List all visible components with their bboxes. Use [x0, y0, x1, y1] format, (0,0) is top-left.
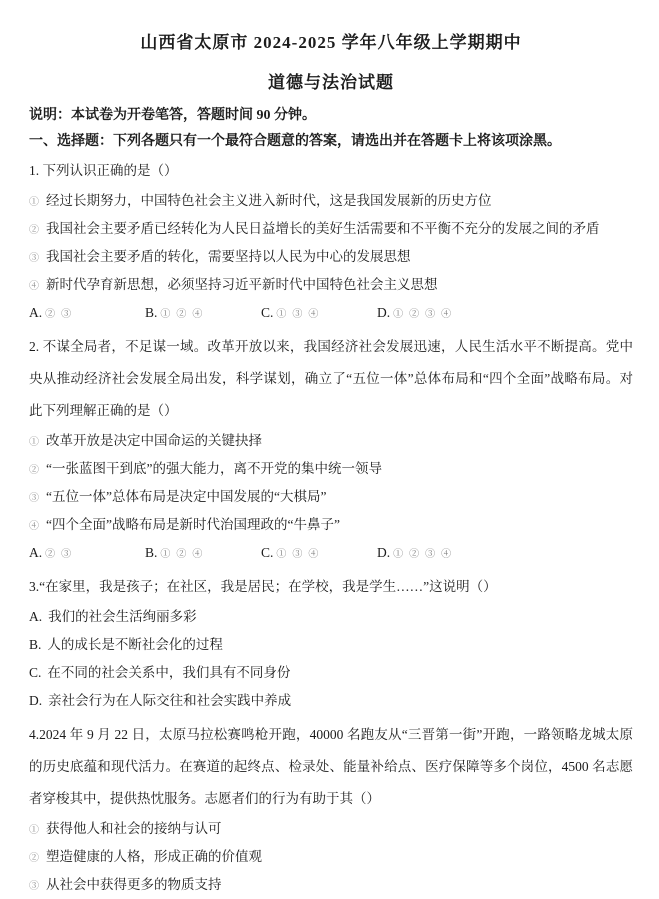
choice-numbers: ②③ — [45, 309, 78, 320]
question-1-stem: 1. 下列认识正确的是（） — [29, 163, 178, 178]
question-4-stem: 4.2024 年 9 月 22 日，太原马拉松赛鸣枪开跑，40000 名跑友从“三晋第一街”开跑，一路领略龙城太原的历史底蕴和现代活力。在赛道的起终点、检录处、能量补给点、医疗保障等多个岗位，4500 名志愿者穿梭其中，提供热忱服务。志愿者们的行为有助于其（） — [29, 727, 633, 806]
circled-number-icon: ① — [29, 825, 39, 836]
option-text: 人的成长是不断社会化的过程 — [47, 637, 223, 652]
choice-numbers: ①②④ — [160, 549, 209, 560]
question-4 — [29, 719, 633, 899]
option-label: A. — [29, 609, 43, 624]
question-1 — [29, 155, 633, 327]
choice-C — [261, 539, 377, 567]
choice-label: D. — [377, 545, 391, 560]
choice-label: D. — [377, 305, 391, 320]
statement-text: 获得他人和社会的接纳与认可 — [46, 821, 222, 836]
choice-label: C. — [261, 305, 274, 320]
question-2-statement-4 — [29, 511, 633, 539]
statement-text: “一张蓝图干到底”的强大能力，离不开党的集中统一领导 — [46, 461, 382, 476]
option-label: C. — [29, 665, 42, 680]
choice-numbers: ①②③④ — [393, 549, 458, 560]
option-text: 我们的社会生活绚丽多彩 — [48, 609, 197, 624]
section-heading: 一、选择题：下列各题只有一个最符合题意的答案，请选出并在答题卡上将该项涂黑。 — [29, 134, 561, 149]
choice-label: B. — [145, 305, 158, 320]
exam-instructions: 说明：本试卷为开卷笔答，答题时间 90 分钟。 — [29, 108, 316, 123]
circled-number-icon: ③ — [29, 881, 39, 892]
question-1-statement-1 — [29, 187, 633, 215]
circled-number-icon: ③ — [29, 253, 39, 264]
circled-number-icon: ③ — [29, 493, 39, 504]
option-label: D. — [29, 693, 43, 708]
circled-number-icon: ② — [29, 465, 39, 476]
choice-D — [377, 299, 493, 327]
choice-B — [145, 539, 261, 567]
choice-numbers: ①③④ — [276, 549, 325, 560]
circled-number-icon: ② — [29, 225, 39, 236]
question-4-statement-1 — [29, 815, 633, 843]
question-1-statement-3 — [29, 243, 633, 271]
choice-label: C. — [261, 545, 274, 560]
option-text: 亲社会行为在人际交往和社会实践中养成 — [48, 693, 292, 708]
question-2-statement-2 — [29, 455, 633, 483]
choice-A — [29, 299, 145, 327]
circled-number-icon: ④ — [29, 281, 39, 292]
choice-label: A. — [29, 305, 43, 320]
statement-text: 改革开放是决定中国命运的关键抉择 — [46, 433, 262, 448]
circled-number-icon: ④ — [29, 521, 39, 532]
choice-numbers: ①②③④ — [393, 309, 458, 320]
question-2-stem: 2. 不谋全局者，不足谋一域。改革开放以来，我国经济社会发展迅速，人民生活水平不断提高。党中央从推动经济社会发展全局出发，科学谋划，确立了“五位一体”总体布局和“四个全面”战略布局。对此下列理解正确的是（） — [29, 339, 633, 418]
option-label: B. — [29, 637, 42, 652]
question-3-stem: 3.“在家里，我是孩子；在社区，我是居民；在学校，我是学生……”这说明（） — [29, 579, 497, 594]
statement-text: 塑造健康的人格，形成正确的价值观 — [46, 849, 262, 864]
choice-label: A. — [29, 545, 43, 560]
choice-C — [261, 299, 377, 327]
choice-B — [145, 299, 261, 327]
choice-D — [377, 539, 493, 567]
question-3-option-C — [29, 659, 633, 687]
question-1-choice-row — [29, 299, 633, 327]
circled-number-icon: ② — [29, 853, 39, 864]
circled-number-icon: ① — [29, 197, 39, 208]
question-4-statement-3 — [29, 871, 633, 899]
exam-title-line1: 山西省太原市 2024-2025 学年八年级上学期期中 — [140, 33, 522, 52]
question-1-statement-2 — [29, 215, 633, 243]
statement-text: “四个全面”战略布局是新时代治国理政的“牛鼻子” — [46, 517, 340, 532]
choice-numbers: ②③ — [45, 549, 78, 560]
statement-text: 从社会中获得更多的物质支持 — [46, 877, 222, 892]
question-2 — [29, 331, 633, 567]
question-3-option-B — [29, 631, 633, 659]
question-2-statement-1 — [29, 427, 633, 455]
question-2-choice-row — [29, 539, 633, 567]
statement-text: “五位一体”总体布局是决定中国发展的“大棋局” — [46, 489, 327, 504]
statement-text: 我国社会主要矛盾已经转化为人民日益增长的美好生活需要和不平衡不充分的发展之间的矛盾 — [46, 221, 600, 236]
circled-number-icon: ① — [29, 437, 39, 448]
choice-A — [29, 539, 145, 567]
question-2-statement-3 — [29, 483, 633, 511]
question-3-option-A — [29, 603, 633, 631]
choice-numbers: ①②④ — [160, 309, 209, 320]
question-3-option-D — [29, 687, 633, 715]
option-text: 在不同的社会关系中，我们具有不同身份 — [47, 665, 291, 680]
statement-text: 我国社会主要矛盾的转化，需要坚持以人民为中心的发展思想 — [46, 249, 411, 264]
question-3 — [29, 571, 633, 715]
statement-text: 经过长期努力，中国特色社会主义进入新时代，这是我国发展新的历史方位 — [46, 193, 492, 208]
question-4-statement-2 — [29, 843, 633, 871]
question-1-statement-4 — [29, 271, 633, 299]
statement-text: 新时代孕育新思想，必须坚持习近平新时代中国特色社会主义思想 — [46, 277, 438, 292]
choice-numbers: ①③④ — [276, 309, 325, 320]
exam-title-line2: 道德与法治试题 — [268, 73, 394, 92]
choice-label: B. — [145, 545, 158, 560]
